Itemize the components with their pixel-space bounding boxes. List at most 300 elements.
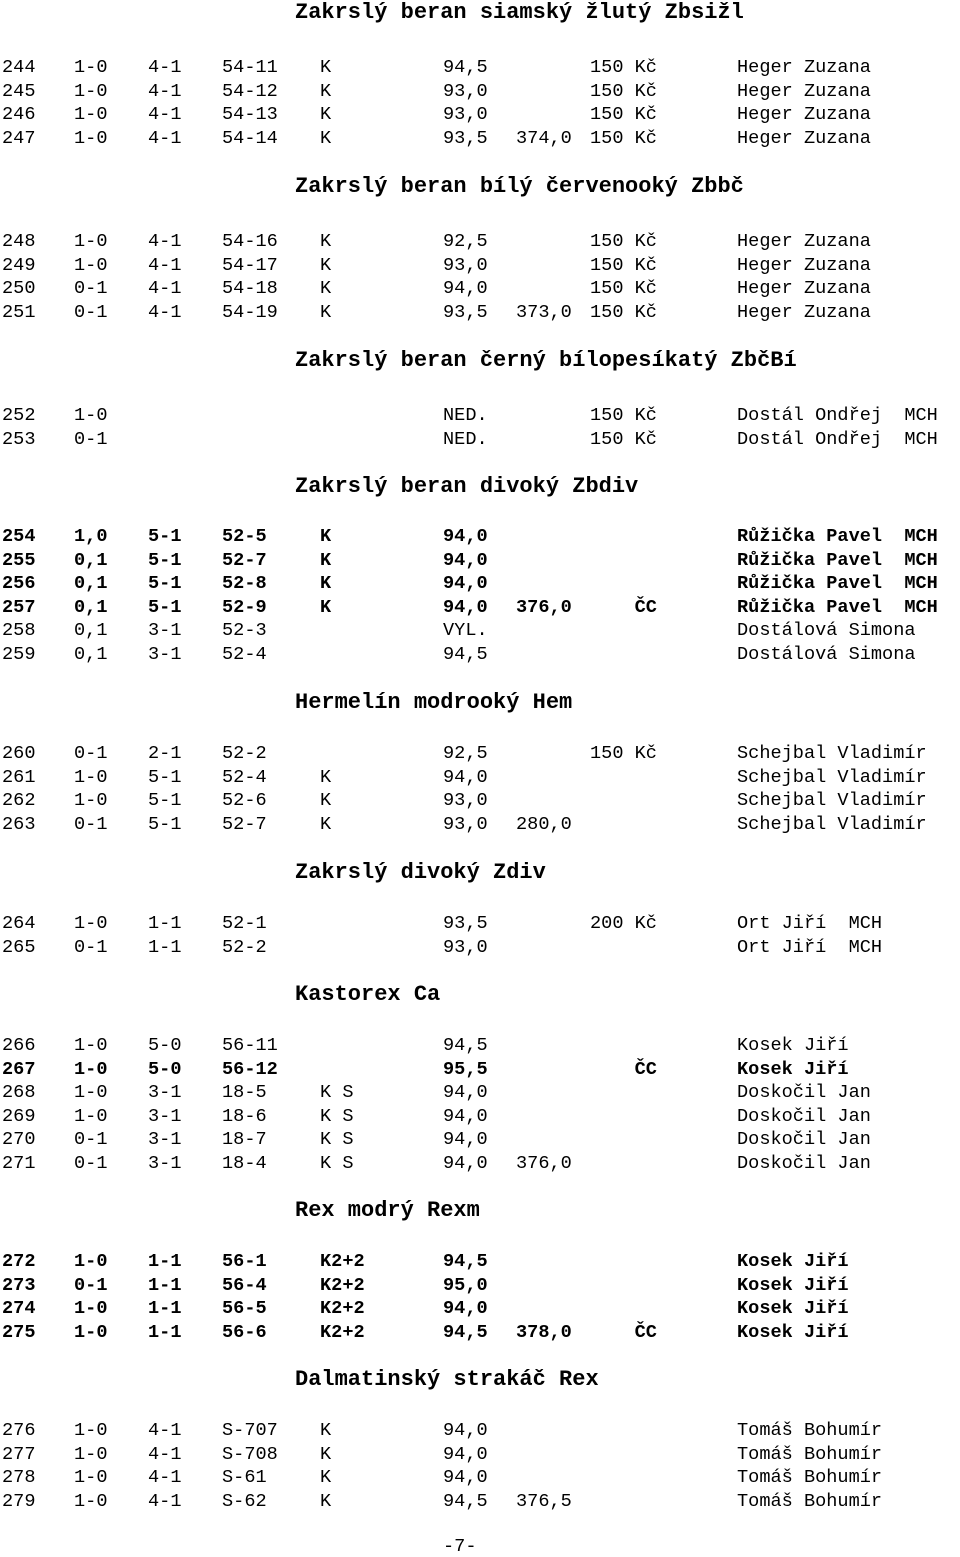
section-title: Zakrslý beran bílý červenooký Zbbč bbox=[295, 174, 744, 199]
row-points: 93,0 bbox=[443, 790, 488, 811]
row-owner: Doskočil Jan bbox=[737, 1153, 871, 1174]
row-tattoo: 56-6 bbox=[222, 1322, 267, 1343]
row-total: 376,5 bbox=[516, 1491, 572, 1512]
table-row bbox=[0, 619, 960, 642]
table-row bbox=[0, 1443, 960, 1466]
row-sex: 0-1 bbox=[74, 743, 108, 764]
row-points: 94,0 bbox=[443, 1106, 488, 1127]
row-number: 267 bbox=[2, 1059, 36, 1080]
table-row bbox=[0, 549, 960, 572]
row-total: 280,0 bbox=[516, 814, 572, 835]
row-tattoo: 54-12 bbox=[222, 81, 278, 102]
row-sex: 0-1 bbox=[74, 1153, 108, 1174]
row-points: 94,0 bbox=[443, 1129, 488, 1150]
row-owner: Dostál Ondřej MCH bbox=[737, 405, 938, 426]
row-points: 94,0 bbox=[443, 573, 488, 594]
row-sex: 1-0 bbox=[74, 1491, 108, 1512]
table-row bbox=[0, 1321, 960, 1344]
row-number: 264 bbox=[2, 913, 36, 934]
row-age: 3-1 bbox=[148, 1082, 182, 1103]
row-owner: Heger Zuzana bbox=[737, 231, 871, 252]
row-age: 1-1 bbox=[148, 1275, 182, 1296]
row-prize: 200 Kč bbox=[590, 913, 657, 934]
section-title: Kastorex Ca bbox=[295, 982, 441, 1007]
row-prize: 150 Kč bbox=[590, 743, 657, 764]
row-tattoo: S-62 bbox=[222, 1491, 267, 1512]
row-age: 5-1 bbox=[148, 526, 182, 547]
row-owner: Dostálová Simona bbox=[737, 644, 916, 665]
row-number: 254 bbox=[2, 526, 36, 547]
row-prize: 150 Kč bbox=[590, 278, 657, 299]
row-age: 5-1 bbox=[148, 573, 182, 594]
table-row bbox=[0, 643, 960, 666]
row-age: 5-1 bbox=[148, 597, 182, 618]
row-sex: 1-0 bbox=[74, 104, 108, 125]
row-age: 4-1 bbox=[148, 1444, 182, 1465]
row-prize: 150 Kč bbox=[590, 57, 657, 78]
table-row bbox=[0, 789, 960, 812]
row-grade: K bbox=[320, 767, 332, 788]
row-age: 4-1 bbox=[148, 128, 182, 149]
row-number: 278 bbox=[2, 1467, 36, 1488]
row-age: 5-1 bbox=[148, 814, 182, 835]
section-title: Zakrslý beran siamský žlutý Zbsižl bbox=[295, 0, 744, 25]
row-owner: Kosek Jiří bbox=[737, 1298, 849, 1319]
row-sex: 0-1 bbox=[74, 302, 108, 323]
row-age: 5-1 bbox=[148, 767, 182, 788]
row-tattoo: 52-7 bbox=[222, 814, 267, 835]
row-age: 4-1 bbox=[148, 57, 182, 78]
row-tattoo: 52-4 bbox=[222, 767, 267, 788]
row-points: NED. bbox=[443, 429, 488, 450]
row-number: 256 bbox=[2, 573, 36, 594]
row-owner: Tomáš Bohumír bbox=[737, 1444, 883, 1465]
row-points: 94,0 bbox=[443, 550, 488, 571]
table-row bbox=[0, 596, 960, 619]
row-owner: Heger Zuzana bbox=[737, 81, 871, 102]
row-prize: 150 Kč bbox=[590, 104, 657, 125]
row-number: 268 bbox=[2, 1082, 36, 1103]
table-row bbox=[0, 1466, 960, 1489]
row-tattoo: 54-17 bbox=[222, 255, 278, 276]
table-row bbox=[0, 1128, 960, 1151]
row-grade: K bbox=[320, 128, 332, 149]
row-sex: 0,1 bbox=[74, 550, 108, 571]
row-owner: Růžička Pavel MCH bbox=[737, 597, 938, 618]
row-points: 93,0 bbox=[443, 255, 488, 276]
row-tattoo: 56-4 bbox=[222, 1275, 267, 1296]
row-tattoo: 18-6 bbox=[222, 1106, 267, 1127]
row-grade: K bbox=[320, 104, 332, 125]
row-age: 4-1 bbox=[148, 1467, 182, 1488]
row-number: 272 bbox=[2, 1251, 36, 1272]
row-number: 251 bbox=[2, 302, 36, 323]
row-age: 1-1 bbox=[148, 1298, 182, 1319]
row-points: NED. bbox=[443, 405, 488, 426]
section-title: Dalmatinský strakáč Rex bbox=[295, 1367, 599, 1392]
row-points: 94,0 bbox=[443, 767, 488, 788]
row-number: 279 bbox=[2, 1491, 36, 1512]
row-owner: Heger Zuzana bbox=[737, 302, 871, 323]
row-grade: K bbox=[320, 790, 332, 811]
row-sex: 0-1 bbox=[74, 814, 108, 835]
row-grade: K bbox=[320, 597, 332, 618]
row-sex: 1-0 bbox=[74, 57, 108, 78]
row-number: 258 bbox=[2, 620, 36, 641]
row-owner: Růžička Pavel MCH bbox=[737, 526, 938, 547]
row-grade: K bbox=[320, 814, 332, 835]
row-owner: Heger Zuzana bbox=[737, 57, 871, 78]
row-owner: Tomáš Bohumír bbox=[737, 1420, 883, 1441]
table-row bbox=[0, 1250, 960, 1273]
row-grade: K bbox=[320, 1444, 332, 1465]
table-row bbox=[0, 813, 960, 836]
row-grade: K2+2 bbox=[320, 1298, 365, 1319]
table-row bbox=[0, 1058, 960, 1081]
row-age: 4-1 bbox=[148, 255, 182, 276]
table-row bbox=[0, 1490, 960, 1513]
row-sex: 1-0 bbox=[74, 128, 108, 149]
row-owner: Heger Zuzana bbox=[737, 104, 871, 125]
row-owner: Dostálová Simona bbox=[737, 620, 916, 641]
row-age: 1-1 bbox=[148, 913, 182, 934]
row-grade: K bbox=[320, 81, 332, 102]
row-age: 5-0 bbox=[148, 1059, 182, 1080]
row-number: 259 bbox=[2, 644, 36, 665]
row-number: 262 bbox=[2, 790, 36, 811]
row-prize: ČC bbox=[590, 597, 657, 618]
row-tattoo: 52-7 bbox=[222, 550, 267, 571]
row-tattoo: 52-9 bbox=[222, 597, 267, 618]
row-owner: Růžička Pavel MCH bbox=[737, 573, 938, 594]
row-tattoo: 52-8 bbox=[222, 573, 267, 594]
row-points: 93,0 bbox=[443, 814, 488, 835]
row-prize: 150 Kč bbox=[590, 405, 657, 426]
row-age: 4-1 bbox=[148, 278, 182, 299]
row-points: 94,0 bbox=[443, 1153, 488, 1174]
row-sex: 1-0 bbox=[74, 1467, 108, 1488]
table-row bbox=[0, 1274, 960, 1297]
row-prize: 150 Kč bbox=[590, 302, 657, 323]
page-number: -7- bbox=[443, 1536, 477, 1557]
row-points: 93,5 bbox=[443, 913, 488, 934]
row-sex: 0-1 bbox=[74, 429, 108, 450]
row-points: 94,0 bbox=[443, 597, 488, 618]
row-tattoo: 52-5 bbox=[222, 526, 267, 547]
table-row bbox=[0, 103, 960, 126]
row-sex: 1-0 bbox=[74, 1444, 108, 1465]
table-row bbox=[0, 572, 960, 595]
row-grade: K bbox=[320, 302, 332, 323]
row-tattoo: 18-5 bbox=[222, 1082, 267, 1103]
row-tattoo: 56-5 bbox=[222, 1298, 267, 1319]
row-owner: Ort Jiří MCH bbox=[737, 937, 883, 958]
table-row bbox=[0, 912, 960, 935]
row-points: 94,5 bbox=[443, 57, 488, 78]
section-title: Hermelín modrooký Hem bbox=[295, 690, 573, 715]
row-age: 4-1 bbox=[148, 81, 182, 102]
table-row bbox=[0, 127, 960, 150]
row-age: 1-1 bbox=[148, 1251, 182, 1272]
table-row bbox=[0, 404, 960, 427]
row-sex: 0,1 bbox=[74, 573, 108, 594]
table-row bbox=[0, 428, 960, 451]
row-total: 374,0 bbox=[516, 128, 572, 149]
row-number: 271 bbox=[2, 1153, 36, 1174]
row-points: 94,0 bbox=[443, 1082, 488, 1103]
row-grade: K bbox=[320, 278, 332, 299]
table-row bbox=[0, 1152, 960, 1175]
row-tattoo: 52-1 bbox=[222, 913, 267, 934]
row-sex: 1-0 bbox=[74, 405, 108, 426]
row-points: 95,0 bbox=[443, 1275, 488, 1296]
row-owner: Schejbal Vladimír bbox=[737, 743, 927, 764]
row-sex: 1-0 bbox=[74, 231, 108, 252]
row-total: 376,0 bbox=[516, 1153, 572, 1174]
row-sex: 0,1 bbox=[74, 597, 108, 618]
row-points: 92,5 bbox=[443, 231, 488, 252]
row-number: 250 bbox=[2, 278, 36, 299]
row-tattoo: 54-18 bbox=[222, 278, 278, 299]
row-number: 255 bbox=[2, 550, 36, 571]
table-row bbox=[0, 1297, 960, 1320]
row-age: 5-1 bbox=[148, 550, 182, 571]
row-number: 252 bbox=[2, 405, 36, 426]
row-sex: 1-0 bbox=[74, 1059, 108, 1080]
row-age: 4-1 bbox=[148, 1420, 182, 1441]
table-row bbox=[0, 525, 960, 548]
row-number: 277 bbox=[2, 1444, 36, 1465]
row-number: 247 bbox=[2, 128, 36, 149]
row-number: 260 bbox=[2, 743, 36, 764]
row-number: 246 bbox=[2, 104, 36, 125]
row-tattoo: 52-2 bbox=[222, 937, 267, 958]
row-owner: Kosek Jiří bbox=[737, 1059, 849, 1080]
row-sex: 0-1 bbox=[74, 1275, 108, 1296]
row-points: 94,0 bbox=[443, 278, 488, 299]
row-points: 92,5 bbox=[443, 743, 488, 764]
row-number: 244 bbox=[2, 57, 36, 78]
row-prize: ČC bbox=[590, 1322, 657, 1343]
row-owner: Heger Zuzana bbox=[737, 128, 871, 149]
row-number: 245 bbox=[2, 81, 36, 102]
row-grade: K bbox=[320, 255, 332, 276]
table-row bbox=[0, 254, 960, 277]
row-grade: K S bbox=[320, 1153, 354, 1174]
row-sex: 0-1 bbox=[74, 937, 108, 958]
row-points: 94,0 bbox=[443, 1467, 488, 1488]
row-owner: Dostál Ondřej MCH bbox=[737, 429, 938, 450]
row-grade: K S bbox=[320, 1106, 354, 1127]
row-tattoo: 52-6 bbox=[222, 790, 267, 811]
row-grade: K bbox=[320, 573, 332, 594]
row-age: 1-1 bbox=[148, 937, 182, 958]
row-points: 94,0 bbox=[443, 1298, 488, 1319]
row-owner: Kosek Jiří bbox=[737, 1251, 849, 1272]
row-grade: K2+2 bbox=[320, 1251, 365, 1272]
row-tattoo: 52-3 bbox=[222, 620, 267, 641]
table-row bbox=[0, 1081, 960, 1104]
row-total: 378,0 bbox=[516, 1322, 572, 1343]
row-sex: 1-0 bbox=[74, 913, 108, 934]
row-owner: Schejbal Vladimír bbox=[737, 767, 927, 788]
row-sex: 1-0 bbox=[74, 81, 108, 102]
row-tattoo: 54-11 bbox=[222, 57, 278, 78]
row-points: 95,5 bbox=[443, 1059, 488, 1080]
row-sex: 1-0 bbox=[74, 790, 108, 811]
row-sex: 1-0 bbox=[74, 1106, 108, 1127]
row-total: 373,0 bbox=[516, 302, 572, 323]
section-title: Zakrslý beran černý bílopesíkatý ZbčBí bbox=[295, 348, 797, 373]
row-sex: 1-0 bbox=[74, 1298, 108, 1319]
row-tattoo: S-707 bbox=[222, 1420, 278, 1441]
row-number: 253 bbox=[2, 429, 36, 450]
row-number: 273 bbox=[2, 1275, 36, 1296]
row-points: 94,5 bbox=[443, 1035, 488, 1056]
row-tattoo: S-708 bbox=[222, 1444, 278, 1465]
row-tattoo: 18-7 bbox=[222, 1129, 267, 1150]
row-sex: 1-0 bbox=[74, 1420, 108, 1441]
row-points: 93,5 bbox=[443, 128, 488, 149]
row-age: 3-1 bbox=[148, 1106, 182, 1127]
row-tattoo: 54-16 bbox=[222, 231, 278, 252]
row-age: 2-1 bbox=[148, 743, 182, 764]
row-owner: Schejbal Vladimír bbox=[737, 790, 927, 811]
row-age: 4-1 bbox=[148, 231, 182, 252]
row-number: 266 bbox=[2, 1035, 36, 1056]
row-owner: Tomáš Bohumír bbox=[737, 1491, 883, 1512]
row-grade: K bbox=[320, 1467, 332, 1488]
table-row bbox=[0, 766, 960, 789]
row-tattoo: S-61 bbox=[222, 1467, 267, 1488]
row-grade: K bbox=[320, 526, 332, 547]
row-owner: Doskočil Jan bbox=[737, 1082, 871, 1103]
table-row bbox=[0, 936, 960, 959]
row-points: 93,0 bbox=[443, 81, 488, 102]
section-title: Rex modrý Rexm bbox=[295, 1198, 480, 1223]
row-prize: 150 Kč bbox=[590, 128, 657, 149]
row-points: 94,0 bbox=[443, 526, 488, 547]
row-prize: 150 Kč bbox=[590, 81, 657, 102]
row-age: 4-1 bbox=[148, 1491, 182, 1512]
row-age: 3-1 bbox=[148, 1153, 182, 1174]
row-owner: Schejbal Vladimír bbox=[737, 814, 927, 835]
row-number: 275 bbox=[2, 1322, 36, 1343]
row-sex: 0-1 bbox=[74, 1129, 108, 1150]
row-sex: 1-0 bbox=[74, 1322, 108, 1343]
row-owner: Doskočil Jan bbox=[737, 1106, 871, 1127]
section-title: Zakrslý beran divoký Zbdiv bbox=[295, 474, 639, 499]
row-prize: 150 Kč bbox=[590, 255, 657, 276]
row-points: 94,5 bbox=[443, 644, 488, 665]
section-title: Zakrslý divoký Zdiv bbox=[295, 860, 546, 885]
row-number: 249 bbox=[2, 255, 36, 276]
table-row bbox=[0, 1419, 960, 1442]
row-points: 94,5 bbox=[443, 1251, 488, 1272]
row-points: 93,0 bbox=[443, 937, 488, 958]
row-tattoo: 56-12 bbox=[222, 1059, 278, 1080]
row-owner: Kosek Jiří bbox=[737, 1035, 849, 1056]
row-number: 265 bbox=[2, 937, 36, 958]
row-number: 257 bbox=[2, 597, 36, 618]
row-number: 270 bbox=[2, 1129, 36, 1150]
row-sex: 1-0 bbox=[74, 255, 108, 276]
row-sex: 0-1 bbox=[74, 278, 108, 299]
row-age: 3-1 bbox=[148, 620, 182, 641]
table-row bbox=[0, 230, 960, 253]
row-number: 261 bbox=[2, 767, 36, 788]
row-grade: K bbox=[320, 57, 332, 78]
row-points: 93,0 bbox=[443, 104, 488, 125]
row-owner: Doskočil Jan bbox=[737, 1129, 871, 1150]
table-row bbox=[0, 301, 960, 324]
row-tattoo: 54-14 bbox=[222, 128, 278, 149]
row-tattoo: 52-4 bbox=[222, 644, 267, 665]
table-row bbox=[0, 1105, 960, 1128]
row-sex: 0,1 bbox=[74, 620, 108, 641]
row-owner: Ort Jiří MCH bbox=[737, 913, 883, 934]
row-age: 4-1 bbox=[148, 104, 182, 125]
table-row bbox=[0, 80, 960, 103]
row-age: 3-1 bbox=[148, 1129, 182, 1150]
row-number: 263 bbox=[2, 814, 36, 835]
row-sex: 0,1 bbox=[74, 644, 108, 665]
row-grade: K bbox=[320, 1491, 332, 1512]
row-grade: K S bbox=[320, 1082, 354, 1103]
row-age: 5-0 bbox=[148, 1035, 182, 1056]
row-age: 3-1 bbox=[148, 644, 182, 665]
row-age: 4-1 bbox=[148, 302, 182, 323]
table-row bbox=[0, 742, 960, 765]
row-points: 94,0 bbox=[443, 1420, 488, 1441]
row-sex: 1-0 bbox=[74, 1035, 108, 1056]
row-grade: K bbox=[320, 550, 332, 571]
row-prize: ČC bbox=[590, 1059, 657, 1080]
row-number: 269 bbox=[2, 1106, 36, 1127]
row-sex: 1-0 bbox=[74, 1251, 108, 1272]
row-tattoo: 52-2 bbox=[222, 743, 267, 764]
table-row bbox=[0, 56, 960, 79]
row-number: 248 bbox=[2, 231, 36, 252]
row-owner: Kosek Jiří bbox=[737, 1275, 849, 1296]
row-tattoo: 54-19 bbox=[222, 302, 278, 323]
row-sex: 1-0 bbox=[74, 1082, 108, 1103]
row-owner: Heger Zuzana bbox=[737, 255, 871, 276]
table-row bbox=[0, 277, 960, 300]
table-row bbox=[0, 1034, 960, 1057]
row-sex: 1,0 bbox=[74, 526, 108, 547]
row-owner: Tomáš Bohumír bbox=[737, 1467, 883, 1488]
row-prize: 150 Kč bbox=[590, 429, 657, 450]
row-sex: 1-0 bbox=[74, 767, 108, 788]
row-points: VYL. bbox=[443, 620, 488, 641]
row-points: 93,5 bbox=[443, 302, 488, 323]
row-points: 94,0 bbox=[443, 1444, 488, 1465]
row-age: 5-1 bbox=[148, 790, 182, 811]
row-grade: K2+2 bbox=[320, 1275, 365, 1296]
row-owner: Kosek Jiří bbox=[737, 1322, 849, 1343]
row-age: 1-1 bbox=[148, 1322, 182, 1343]
row-points: 94,5 bbox=[443, 1322, 488, 1343]
row-points: 94,5 bbox=[443, 1491, 488, 1512]
row-grade: K2+2 bbox=[320, 1322, 365, 1343]
row-grade: K bbox=[320, 1420, 332, 1441]
row-tattoo: 18-4 bbox=[222, 1153, 267, 1174]
row-tattoo: 54-13 bbox=[222, 104, 278, 125]
row-tattoo: 56-11 bbox=[222, 1035, 278, 1056]
row-prize: 150 Kč bbox=[590, 231, 657, 252]
row-owner: Růžička Pavel MCH bbox=[737, 550, 938, 571]
